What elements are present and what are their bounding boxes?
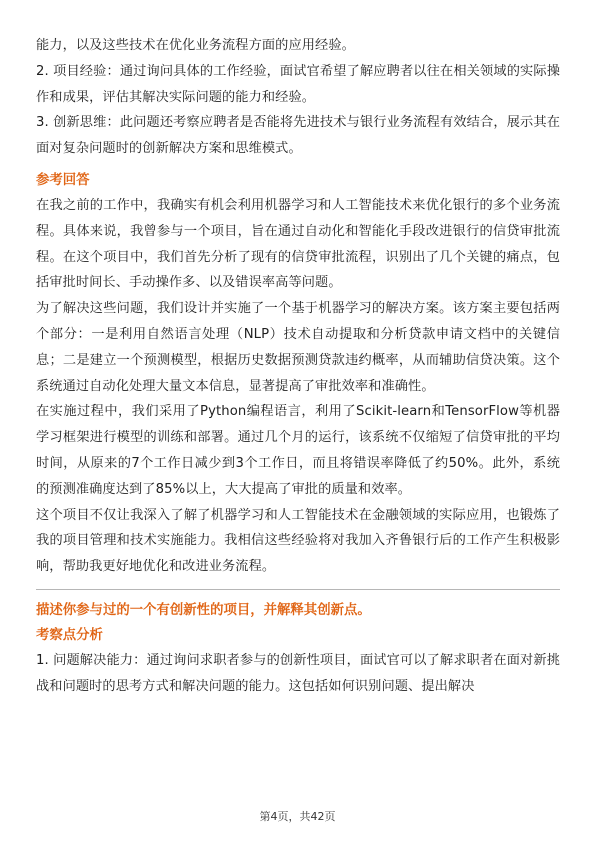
section-divider — [36, 589, 560, 590]
analysis-point-1: 1. 问题解决能力：通过询问求职者参与的创新性项目，面试官可以了解求职者在面对新挑战和问题时的思考方式和解决问题的能力。这包括如何识别问题、提出解决 — [36, 652, 560, 694]
analysis-point-2: 2. 项目经验：通过询问具体的工作经验，面试官希望了解应聘者以往在相关领域的实际操作和成果，评估其解决实际问题的能力和经验。 — [36, 63, 560, 105]
answer-paragraph: 在我之前的工作中，我确实有机会利用机器学习和人工智能技术来优化银行的多个业务流程。具体来说，我曾参与一个项目，旨在通过自动化和智能化手段改进银行的信贷审批流程。在这个项目中，我们首先分析了现有的信贷审批流程，识别出了几个关键的痛点，包括审批时间长、手动操作多、以及错误率高等问题。 — [36, 197, 560, 291]
analysis-point-3: 3. 创新思维：此问题还考察应聘者是否能将先进技术与银行业务流程有效结合，展示其在面对复杂问题时的创新解决方案和思维模式。 — [36, 115, 560, 157]
answer-paragraph: 为了解决这些问题，我们设计并实施了一个基于机器学习的解决方案。该方案主要包括两个部分：一是利用自然语言处理（NLP）技术自动提取和分析贷款申请文档中的关键信息；二是建立一个预测模型，根据历史数据预测贷款违约概率，从而辅助信贷决策。这个系统通过自动化处理大量文本信息，显著提高了审批效率和准确性。 — [36, 301, 560, 394]
question-heading: 描述你参与过的一个有创新性的项目，并解释其创新点。 — [36, 602, 371, 618]
page-footer: 第4页，共42页 — [259, 810, 336, 823]
page-content — [36, 33, 560, 700]
answer-paragraph: 在实施过程中，我们采用了Python编程语言，利用了Scikit-learn和TensorFlow等机器学习框架进行模型的训练和部署。通过几个月的运行，该系统不仅缩短了信贷审批的平均时间，从原来的7个工作日减少到3个工作日，而且将错误率降低了约50%。此外，系统的预测准确度达到了85%以上，大大提高了审批的质量和效率。 — [36, 404, 560, 497]
analysis-heading: 考察点分析 — [36, 627, 103, 643]
reference-answer-heading: 参考回答 — [36, 172, 90, 188]
answer-paragraph: 这个项目不仅让我深入了解了机器学习和人工智能技术在金融领域的实际应用，也锻炼了我的项目管理和技术实施能力。我相信这些经验将对我加入齐鲁银行后的工作产生积极影响，帮助我更好地优化和改进业务流程。 — [36, 507, 560, 575]
continuation-text: 能力，以及这些技术在优化业务流程方面的应用经验。 — [36, 38, 355, 53]
